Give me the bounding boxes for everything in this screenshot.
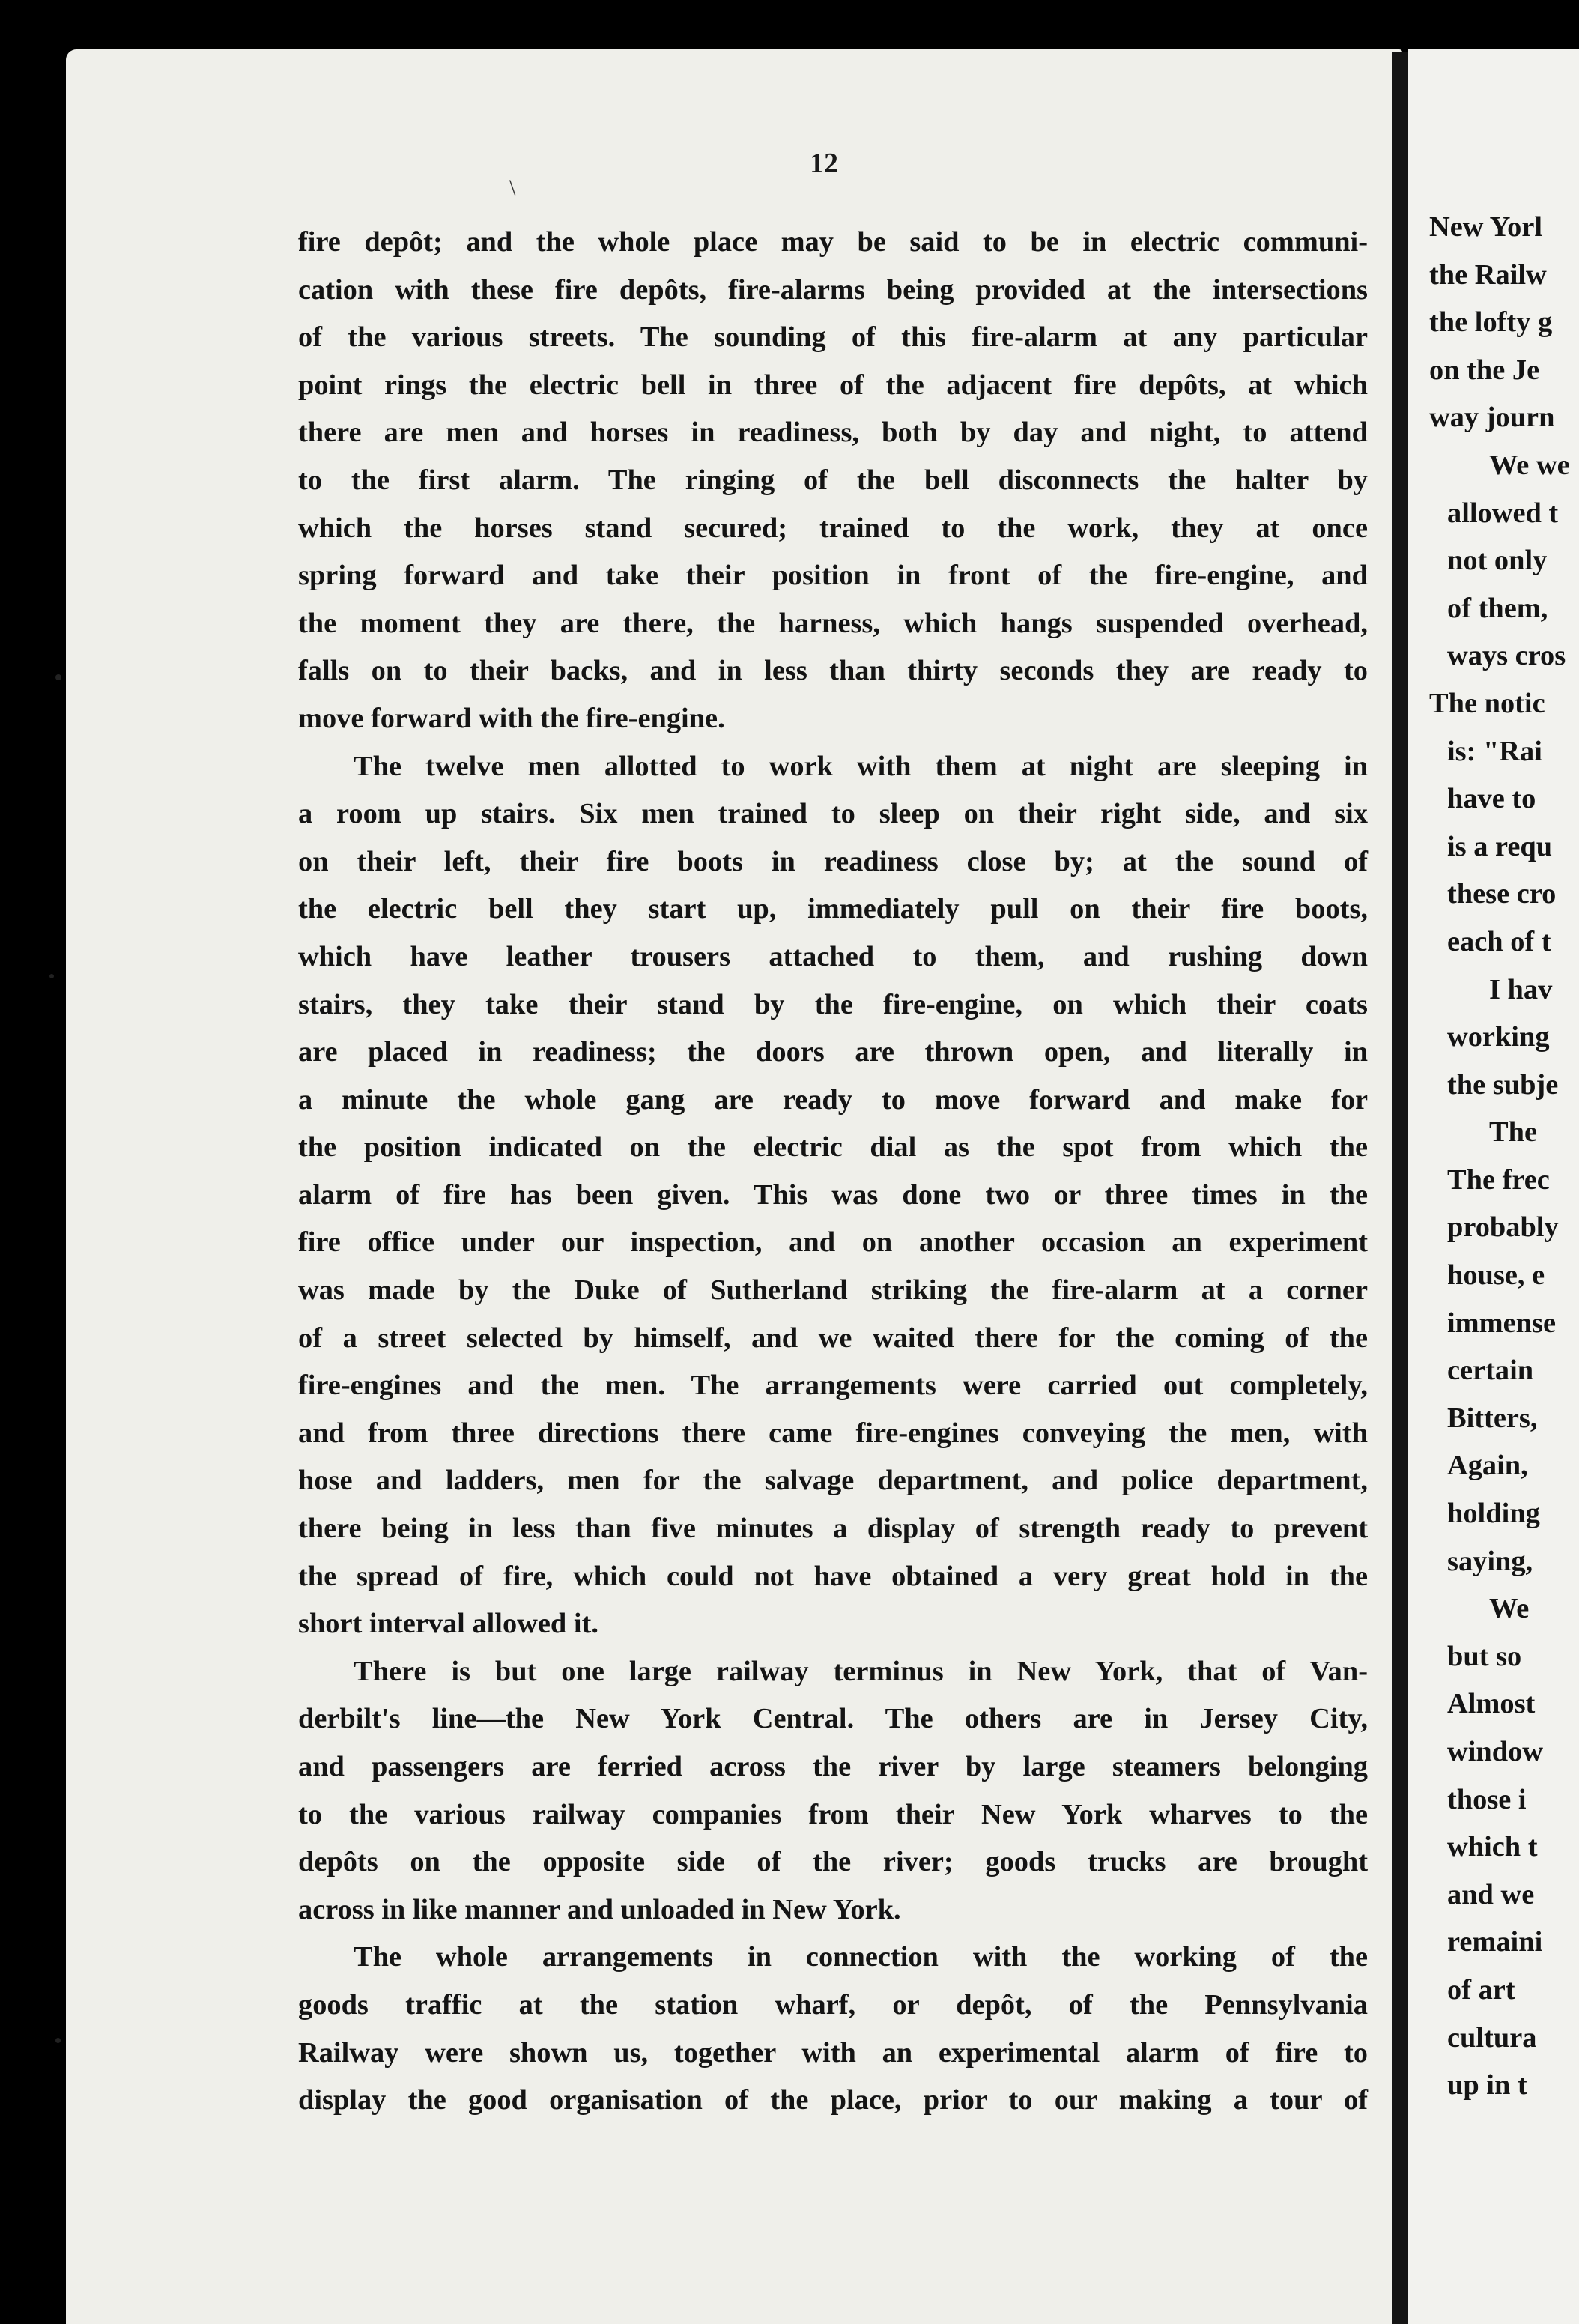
right-text-line: The [1489,1116,1537,1149]
right-text-line: The frec [1447,1163,1550,1196]
main-text-column [298,219,1368,2125]
page-number: 12 [810,148,838,179]
text-line: the electric bell they start up, immediately pull on their fire boots, [298,893,1368,925]
right-text-line: New Yorl [1429,211,1543,243]
right-text-line: of them, [1447,592,1548,624]
text-line: derbilt's line—the New York Central. The others are in Jersey City, [298,1703,1368,1735]
text-line: the spread of fire, which could not have obtained a very great hold in the [298,1560,1368,1592]
right-text-line: way journ [1429,402,1555,434]
right-text-line: up in t [1447,2069,1527,2101]
text-line: falls on to their backs, and in less than thirty seconds they are ready to [298,655,1368,687]
right-text-line: allowed t [1447,497,1559,529]
text-line: point rings the electric bell in three of the adjacent fire depôts, at which [298,369,1368,401]
right-text-line: Again, [1447,1450,1528,1482]
margin-speck [49,974,54,978]
right-page-text-fragment [1429,204,1579,2110]
right-text-line: immense [1447,1307,1556,1339]
text-line: The whole arrangements in connection with the working of the [354,1941,1368,1973]
right-text-line: certain [1447,1355,1534,1387]
margin-speck [55,2038,61,2043]
right-text-line: window [1447,1736,1544,1767]
text-line: the position indicated on the electric dial as the spot from which the [298,1131,1368,1163]
book-gutter [1392,52,1408,2324]
text-line: of a street selected by himself, and we waited there for the coming of the [298,1322,1368,1354]
right-text-line: these cro [1447,878,1557,910]
text-line: across in like manner and unloaded in New York. [298,1893,901,1925]
right-text-line: saying, [1447,1545,1533,1577]
right-text-line: The notic [1429,687,1545,719]
text-line: depôts on the opposite side of the river; goods trucks are brought [298,1846,1368,1878]
right-text-line: have to [1447,783,1536,815]
text-line: there are men and horses in readiness, both by day and night, to attend [298,417,1368,449]
text-line: a room up stairs. Six men trained to sleep on their right side, and six [298,798,1368,830]
margin-speck [55,674,61,680]
text-line: alarm of fire has been given. This was done two or three times in the [298,1178,1368,1211]
right-text-line: remaini [1447,1926,1543,1958]
right-text-line: house, e [1447,1259,1545,1292]
right-text-line: cultura [1447,2021,1537,2054]
text-line: short interval allowed it. [298,1608,598,1640]
text-line: which the horses stand secured; trained to the work, they at once [298,512,1368,544]
right-text-line: the Railw [1429,258,1547,291]
text-line: goods traffic at the station wharf, or depôt, of the Pennsylvania [298,1988,1368,2021]
text-line: there being in less than five minutes a display of strength ready to prevent [298,1513,1368,1545]
text-line: move forward with the fire-engine. [298,702,725,734]
right-text-line: which t [1447,1831,1538,1863]
text-line: to the various railway companies from their New York wharves to the [298,1798,1368,1830]
text-line: was made by the Duke of Sutherland striking the fire-alarm at a corner [298,1274,1368,1307]
right-text-line: not only [1447,545,1548,577]
text-line: are placed in readiness; the doors are thrown open, and literally in [298,1036,1368,1068]
text-line: and passengers are ferried across the river by large steamers belonging [298,1751,1368,1782]
text-line: display the good organisation of the place, prior to our making a tour of [298,2084,1368,2116]
right-text-line: each of t [1447,925,1551,957]
text-line: There is but one large railway terminus in New York, that of Van- [354,1655,1368,1687]
text-line: fire depôt; and the whole place may be said to be in electric communi- [298,226,1368,258]
right-text-line: those i [1447,1783,1527,1815]
text-line: a minute the whole gang are ready to move forward and make for [298,1083,1368,1116]
stray-print-mark: \ [509,175,516,200]
text-line: fire-engines and the men. The arrangements were carried out completely, [298,1370,1368,1402]
right-text-line: Almost [1447,1688,1536,1720]
right-text-line: probably [1447,1211,1559,1244]
text-line: cation with these fire depôts, fire-alarms being provided at the intersections [298,273,1368,306]
right-text-line: We [1489,1593,1530,1625]
right-text-line: We we [1489,449,1570,481]
right-text-line: is: "Rai [1447,735,1542,767]
right-text-line: the lofty g [1429,306,1553,339]
right-text-line: holding [1447,1498,1540,1530]
right-text-line: is a requ [1447,830,1553,862]
right-text-line: on the Je [1429,354,1540,386]
text-line: to the first alarm. The ringing of the bell disconnects the halter by [298,464,1368,496]
text-line: hose and ladders, men for the salvage department, and police department, [298,1465,1368,1497]
right-text-line: ways cros [1447,640,1566,672]
text-line: which have leather trousers attached to them, and rushing down [298,940,1368,972]
text-line: on their left, their fire boots in readiness close by; at the sound of [298,845,1368,877]
text-line: The twelve men allotted to work with them at night are sleeping in [354,750,1368,782]
right-text-line: I hav [1489,973,1553,1005]
right-text-line: but so [1447,1640,1522,1672]
text-line: spring forward and take their position in front of the fire-engine, and [298,560,1368,592]
right-text-line: working [1447,1021,1550,1053]
right-text-line: the subje [1447,1068,1559,1101]
text-line: of the various streets. The sounding of this fire-alarm at any particular [298,321,1368,354]
text-line: stairs, they take their stand by the fire-engine, on which their coats [298,988,1368,1020]
text-line: Railway were shown us, together with an experimental alarm of fire to [298,2036,1368,2069]
right-text-line: of art [1447,1973,1515,2006]
right-text-line: Bitters, [1447,1402,1538,1434]
text-line: the moment they are there, the harness, which hangs suspended overhead, [298,607,1368,639]
text-line: and from three directions there came fire-engines conveying the men, with [298,1417,1368,1449]
text-line: fire office under our inspection, and on another occasion an experiment [298,1226,1368,1259]
right-text-line: and we [1447,1878,1535,1910]
